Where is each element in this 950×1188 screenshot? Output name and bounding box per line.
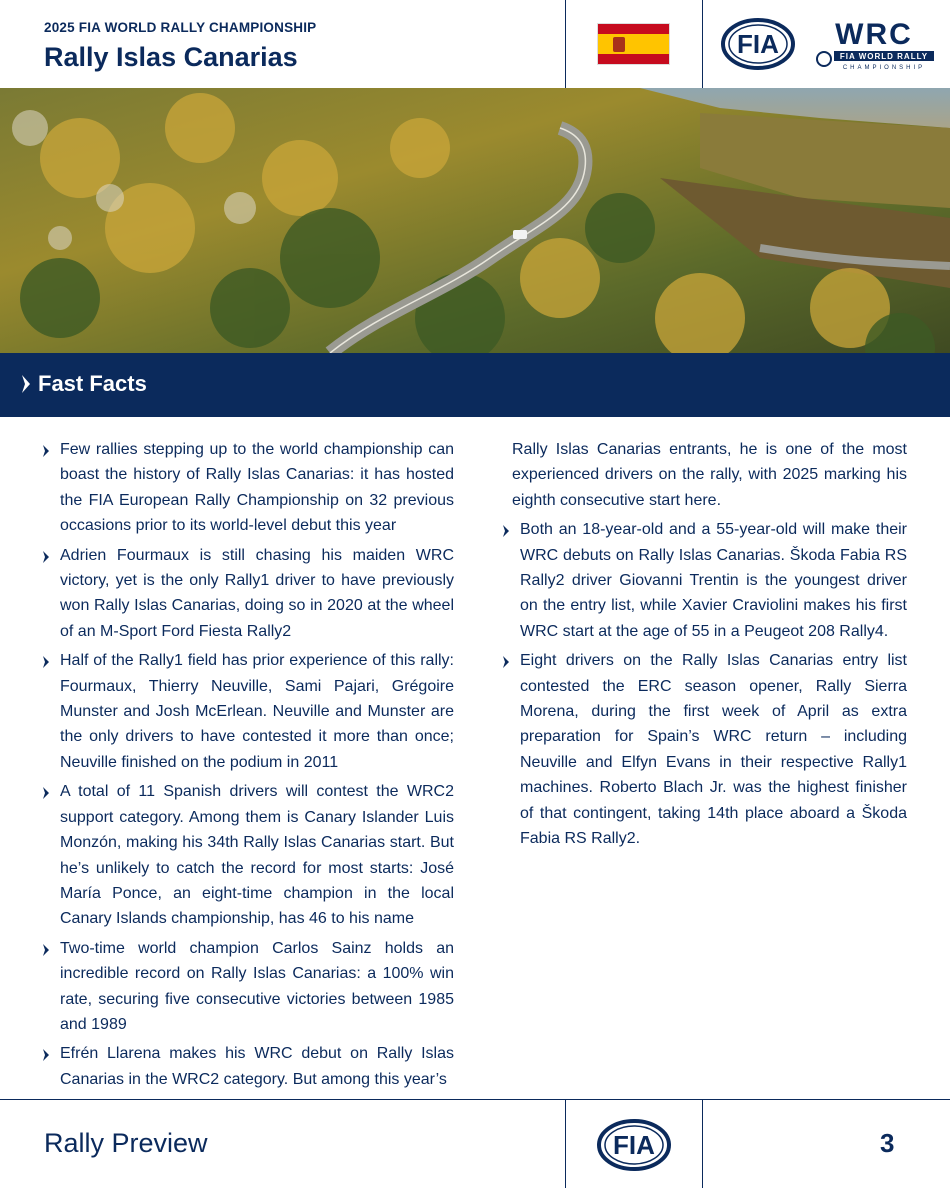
fact-text: Efrén Llarena makes his WRC debut on Rally Islas Canarias in the WRC2 category. But among this year’s <box>60 1045 454 1088</box>
fact-continuation: Rally Islas Canarias entrants, he is one of the most experienced drivers on the rally, with 2025 marking his eighth consecutive start here. <box>512 441 907 509</box>
header-divider <box>565 0 566 88</box>
wrc-logo-text: WRC <box>835 18 913 51</box>
fia-logo-icon <box>721 18 795 70</box>
fia-logo-text: FIA <box>737 29 779 59</box>
wrc-logo-subtext2: CHAMPIONSHIP <box>842 65 926 70</box>
chevron-bullet-icon <box>42 787 50 799</box>
fact-item <box>34 648 454 775</box>
fact-text: Both an 18-year-old and a 55-year-old will make their WRC debuts on Rally Islas Canarias. Škoda Fabia RS Rally2 driver Giovanni Trentin is the youngest driver on the entry list, while Xavier Craviolini makes his first WRC start at the age of 55 in a Peugeot 208 Rally4. <box>520 521 907 640</box>
section-title: Fast Facts <box>38 371 147 396</box>
fact-item <box>34 1041 454 1092</box>
fact-text: Half of the Rally1 field has prior experience of this rally: Fourmaux, Thierry Neuville, Sami Pajari, Grégoire Munster and Josh McErlean. Neuville and Munster are the only drivers to have contested it more than once; Neuville finished on the podium in 2011 <box>60 652 454 771</box>
fact-text: Few rallies stepping up to the world championship can boast the history of Rally Islas Canarias: it has hosted the FIA European Rally Championship on 32 previous occasions prior to its world-level debut this year <box>60 441 454 535</box>
page-header <box>0 0 950 88</box>
fact-item <box>34 437 454 539</box>
chevron-bullet-icon <box>42 1049 50 1061</box>
chevron-bullet-icon <box>502 525 510 537</box>
chevron-bullet-icon <box>42 445 50 457</box>
chevron-bullet-icon <box>502 656 510 668</box>
fia-logo-text: FIA <box>613 1130 655 1160</box>
footer-title: Rally Preview <box>44 1128 208 1158</box>
fact-item <box>494 517 907 644</box>
fact-text: Adrien Fourmaux is still chasing his maiden WRC victory, yet is the only Rally1 driver to have previously won Rally Islas Canarias, doing so in 2020 at the wheel of an M-Sport Ford Fiesta Rally2 <box>60 546 454 640</box>
page-number: 3 <box>880 1128 895 1158</box>
wrc-logo-subtext: FIA WORLD RALLY <box>839 52 929 61</box>
chevron-right-icon <box>20 373 32 395</box>
chevron-bullet-icon <box>42 656 50 668</box>
section-band <box>0 353 950 417</box>
rally-car-icon <box>513 230 527 239</box>
championship-kicker: 2025 FIA WORLD RALLY CHAMPIONSHIP <box>44 20 317 35</box>
right-column <box>494 437 907 856</box>
page-title: Rally Islas Canarias <box>44 42 298 72</box>
left-column <box>34 437 454 1096</box>
wrc-logo-icon <box>812 18 936 70</box>
footer-divider <box>565 1099 566 1188</box>
fact-item <box>494 648 907 851</box>
fact-item <box>34 779 454 931</box>
fact-text: Two-time world champion Carlos Sainz holds an incredible record on Rally Islas Canarias: a 100% win rate, securing five consecutive victories between 1985 and 1989 <box>60 939 454 1033</box>
hero-landscape-image <box>0 88 950 353</box>
fact-text: A total of 11 Spanish drivers will contest the WRC2 support category. Among them is Canary Islander Luis Monzón, making his 34th Rally Islas Canarias start. But he’s unlikely to catch the record for most starts: José María Ponce, an eight-time champion in the local Canary Islands championship, has 46 to his name <box>60 783 454 928</box>
footer-divider <box>0 1099 950 1100</box>
spain-flag-icon <box>597 23 670 65</box>
chevron-bullet-icon <box>42 944 50 956</box>
footer-divider <box>702 1099 703 1188</box>
chevron-bullet-icon <box>42 551 50 563</box>
fact-text: Eight drivers on the Rally Islas Canarias entry list contested the ERC season opener, Rally Sierra Morena, during the first week of April as extra preparation for Spain’s WRC return – including Neuville and Elfyn Evans in their respective Rally1 machines. Roberto Blach Jr. was the highest finisher of that contingent, taking 14th place aboard a Škoda Fabia RS Rally2. <box>520 652 907 848</box>
header-divider <box>702 0 703 88</box>
fia-logo-icon <box>597 1119 671 1171</box>
fact-item <box>34 936 454 1038</box>
fact-item <box>34 543 454 645</box>
